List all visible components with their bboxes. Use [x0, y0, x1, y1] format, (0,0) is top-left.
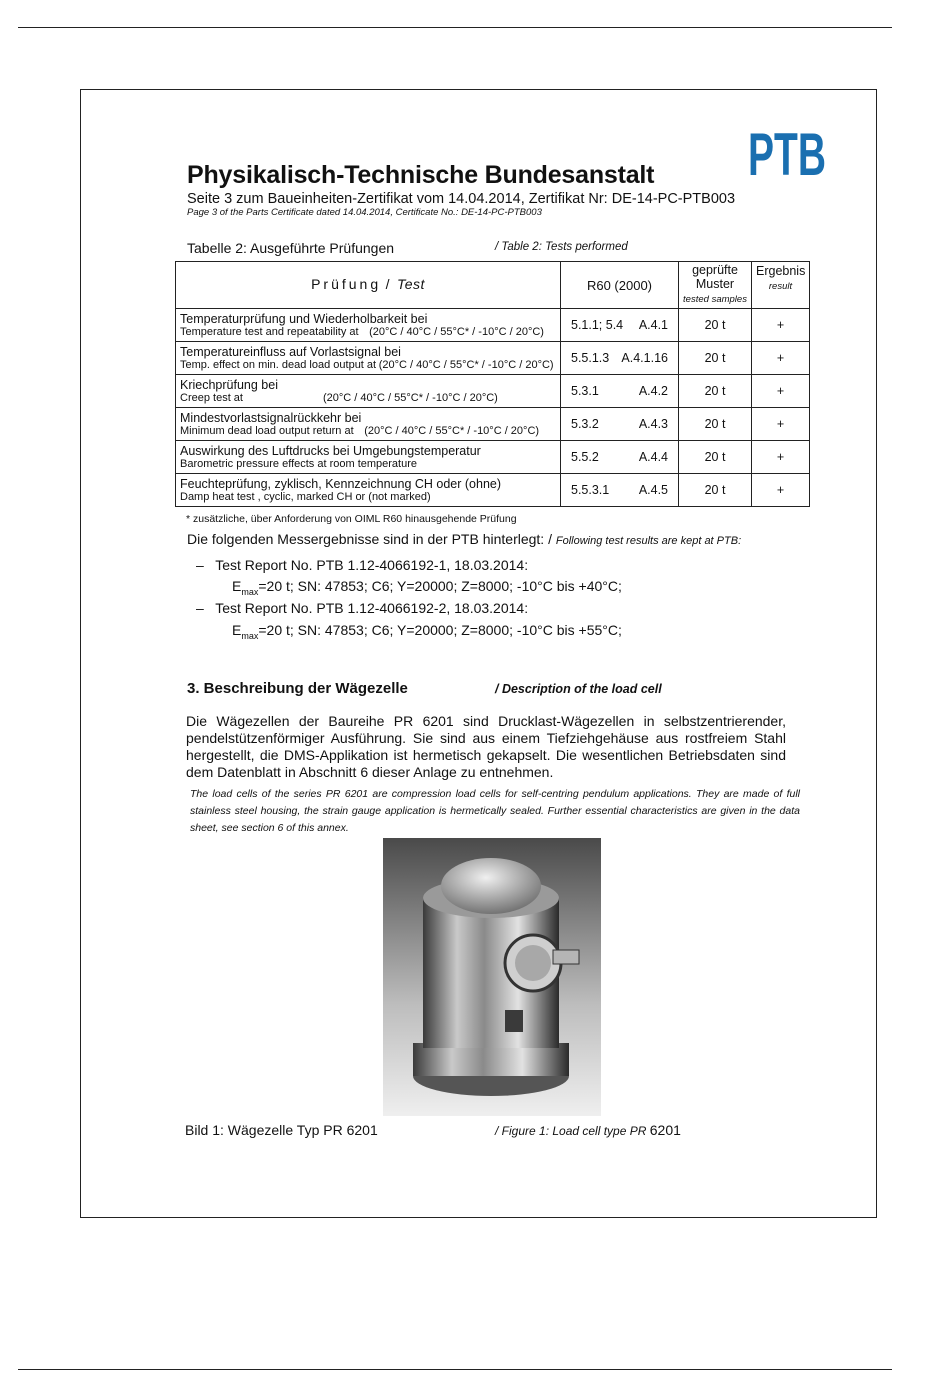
row-test-en: Minimum dead load output return at [180, 425, 354, 437]
connector-pin [553, 950, 579, 964]
row-result: + [752, 474, 810, 507]
row-test-en: Temperature test and repeatability at [180, 326, 359, 338]
table-header-row [176, 262, 810, 309]
header-sep: / [385, 276, 393, 292]
row-test-en: Temp. effect on min. dead load output at [180, 359, 377, 371]
results-intro-de: Die folgenden Messergebnisse sind in der PTB hinterlegt: / [187, 531, 552, 547]
cell-dome [441, 858, 541, 914]
connector-center [515, 945, 551, 981]
row-section-a: 5.1.1; 5.4 [571, 318, 624, 332]
report-detail-text: =20 t; SN: 47853; C6; Y=20000; Z=8000; -10°C bis +55°C; [258, 622, 622, 638]
table-caption-en: / Table 2: Tests performed [495, 241, 628, 253]
row-test-de: Temperatureinfluss auf Vorlastsignal bei [180, 345, 401, 359]
row-samples: 20 t [679, 474, 752, 507]
report-detail [232, 578, 622, 597]
table-row [176, 474, 810, 507]
header-result-de: Ergebnis [756, 264, 806, 278]
row-test-de: Temperaturprüfung und Wiederholbarkeit bei [180, 312, 428, 326]
row-test-en: Creep test at [180, 392, 243, 404]
row-section-b: A.4.4 [638, 450, 668, 464]
tests-table [175, 261, 810, 507]
header-test-en: Test [396, 276, 425, 292]
figure-caption-de: Bild 1: Wägezelle Typ PR 6201 [185, 1122, 378, 1138]
row-section-b: A.4.2 [638, 384, 668, 398]
report-e: E [232, 578, 242, 594]
row-test-de: Mindestvorlastsignalrückkehr bei [180, 411, 362, 425]
table-footnote: * zusätzliche, über Anforderung von OIML R60 hinausgehende Prüfung [186, 513, 517, 525]
row-result: + [752, 441, 810, 474]
row-result: + [752, 342, 810, 375]
table-row [176, 441, 810, 474]
row-section-a: 5.5.1.3 [571, 351, 610, 365]
row-test-en: Barometric pressure effects at room temperature [180, 458, 418, 470]
ptb-logo-text: PTB [748, 121, 826, 188]
description-en: The load cells of the series PR 6201 are compression load cells for self-centring pendulum applications. They are made of full stainless steel housing, the strain gauge application is hermetically sealed. Further essential characteristics are given in the data sheet, see section 6 of this annex. [190, 788, 800, 834]
header-samples-en: tested samples [683, 294, 747, 305]
results-intro [187, 531, 741, 547]
subtitle-de: Seite 3 zum Baueinheiten-Zertifikat vom 14.04.2014, Zertifikat Nr: DE-14-PC-PTB003 [187, 191, 736, 207]
row-samples: 20 t [679, 408, 752, 441]
row-section-a: 5.3.1 [571, 384, 599, 398]
page-title: Physikalisch-Technische Bundesanstalt [187, 161, 655, 189]
row-conditions: (20°C / 40°C / 55°C* / -10°C / 20°C) [369, 326, 544, 338]
row-conditions: (20°C / 40°C / 55°C* / -10°C / 20°C) [364, 425, 540, 437]
header-test-de: Prüfung [311, 276, 382, 292]
bottom-rule [18, 1369, 892, 1370]
row-samples: 20 t [679, 309, 752, 342]
load-cell-photo [383, 838, 601, 1116]
row-result: + [752, 408, 810, 441]
table-row [176, 342, 810, 375]
row-section-b: A.4.3 [638, 417, 668, 431]
table-caption-de: Tabelle 2: Ausgeführte Prüfungen [187, 240, 395, 256]
table-row [176, 375, 810, 408]
figure-caption-en [495, 1122, 681, 1138]
ptb-logo [748, 121, 826, 188]
results-intro-en: Following test results are kept at PTB: [555, 535, 742, 547]
report-e: E [232, 622, 242, 638]
row-result: + [752, 375, 810, 408]
row-section-a: 5.5.2 [571, 450, 599, 464]
report-item [196, 600, 528, 616]
row-conditions: (20°C / 40°C / 55°C* / -10°C / 20°C) [322, 392, 498, 404]
header-test [176, 262, 561, 309]
subtitle-en: Page 3 of the Parts Certificate dated 14.04.2014, Certificate No.: DE-14-PC-PTB003 [187, 207, 542, 218]
row-test-en: Damp heat test , cyclic, marked CH or (not marked) [180, 491, 431, 503]
row-samples: 20 t [679, 375, 752, 408]
table-row [176, 309, 810, 342]
header-samples-2: Muster [695, 277, 735, 291]
figure-caption-en-num: 6201 [649, 1122, 681, 1138]
report-label: Test Report No. PTB 1.12-4066192-2, 18.03.2014: [215, 600, 529, 616]
row-test-de: Kriechprüfung bei [180, 378, 278, 392]
header-result-en: result [768, 281, 793, 292]
row-section-b: A.4.1 [638, 318, 668, 332]
report-item [196, 557, 528, 573]
report-detail [232, 622, 622, 641]
header-samples [679, 262, 752, 309]
clamp [505, 1010, 523, 1032]
table-row [176, 408, 810, 441]
report-e-sub: max [241, 586, 259, 597]
report-detail-text: =20 t; SN: 47853; C6; Y=20000; Z=8000; -10°C bis +40°C; [258, 578, 622, 594]
description-de: Die Wägezellen der Baureihe PR 6201 sind Drucklast-Wägezellen in selbstzentrierender, pendelstützenförmiger Ausführung. Sie sind aus einem Tiefziehgehäuse aus rostfreiem Stahl hergestellt, die DMS-Applikation ist hermetisch gekapselt. Die wesentlichen Betriebsdaten sind dem Datenblatt in Abschnitt 6 dieser Anlage zu entnehmen. [186, 713, 786, 780]
row-samples: 20 t [679, 342, 752, 375]
row-section-b: A.4.5 [638, 483, 668, 497]
header-r60: R60 (2000) [561, 262, 679, 309]
figure-caption-en-text: / Figure 1: Load cell type PR [495, 1124, 647, 1138]
report-dash: – [196, 557, 204, 573]
row-section-a: 5.3.2 [571, 417, 599, 431]
row-conditions: (20°C / 40°C / 55°C* / -10°C / 20°C) [378, 359, 554, 371]
header-samples-1: geprüfte [692, 263, 738, 277]
section-heading-en: / Description of the load cell [495, 682, 662, 696]
row-samples: 20 t [679, 441, 752, 474]
report-label: Test Report No. PTB 1.12-4066192-1, 18.03.2014: [215, 557, 529, 573]
top-rule [18, 27, 892, 28]
report-dash: – [196, 600, 204, 616]
row-section-a: 5.5.3.1 [571, 483, 610, 497]
row-section-b: A.4.1.16 [621, 351, 668, 365]
section-heading-de: 3. Beschreibung der Wägezelle [187, 680, 408, 697]
report-e-sub: max [241, 630, 259, 641]
header-result [752, 262, 810, 309]
row-test-de: Feuchteprüfung, zyklisch, Kennzeichnung CH oder (ohne) [180, 477, 502, 491]
row-test-de: Auswirkung des Luftdrucks bei Umgebungstemperatur [180, 444, 481, 458]
row-result: + [752, 309, 810, 342]
